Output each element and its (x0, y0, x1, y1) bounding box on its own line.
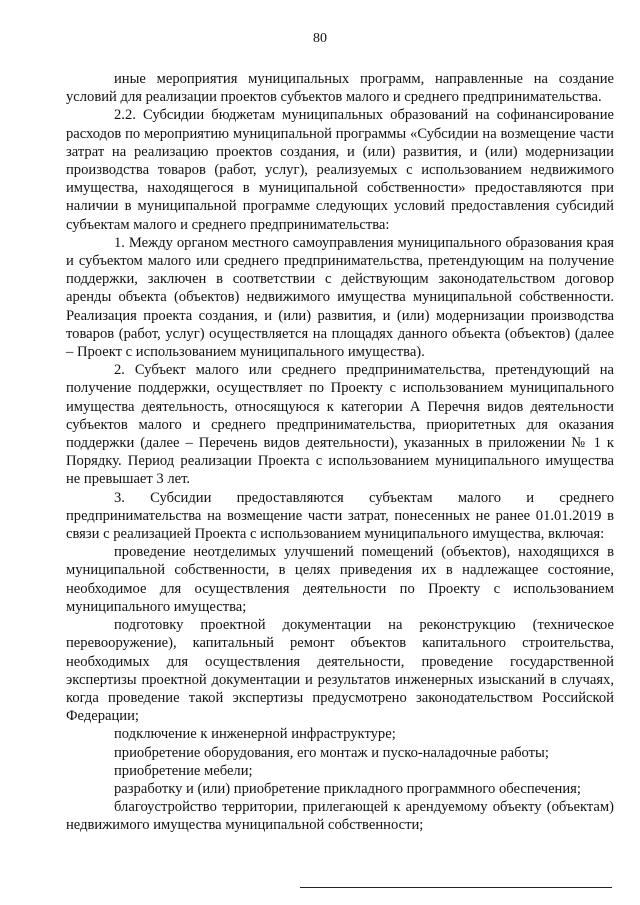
paragraph: иные мероприятия муниципальных программ, направленные на создание условий для реализации проектов субъектов малого и среднего предпринимательства. (66, 71, 614, 106)
document-body (66, 70, 614, 835)
paragraph: подготовку проектной документации на реконструкцию (техническое перевооружение), капитальный ремонт объектов капитального строительства, необходимых для осуществления деятельности, проведение государственной экспертизы проектной документации и результатов инженерных изысканий в случаях, когда проведение такой экспертизы предусмотрено законодательством Российской Федерации; (66, 617, 614, 725)
page-number: 80 (313, 31, 327, 46)
list-item: разработку и (или) приобретение прикладного программного обеспечения; (114, 780, 581, 797)
paragraph: 2.2. Субсидии бюджетам муниципальных образований на софинансирование расходов по мероприятию муниципальной программы «Субсидии на возмещение части затрат на реализацию проектов создания, и (или) развития, и (или) модернизации производства товаров (работ, услуг), реализуемых с использованием недвижимого имущества, находящегося в муниципальной собственности» предоставляются при наличии в муниципальной программе следующих условий предоставления субсидий субъектам малого и среднего предпринимательства: (66, 107, 614, 233)
paragraph: 1. Между органом местного самоуправления муниципального образования края и субъектом малого или среднего предпринимательства, претендующим на получение поддержки, заключен в соответствии с действующим законодательством договор аренды объекта (объектов) недвижимого имущества муниципальной собственности. Реализация проекта создания, и (или) развития, и (или) модернизации производства товаров (работ, услуг) осуществляется на площадях данного объекта (объектов) (далее – Проект с использованием муниципального имущества). (66, 234, 614, 361)
paragraph: 2. Субъект малого или среднего предпринимательства, претендующий на получение поддержки, осуществляет по Проекту с использованием муниципального имущества деятельность, относящуюся к категории А Перечня видов деятельности субъектов малого и среднего предпринимательства, приоритетных для оказания поддержки (далее – Перечень видов деятельности), указанных в приложении № 1 к Порядку. Период реализации Проекта с использованием муниципального имущества не превышает 3 лет. (66, 362, 614, 488)
paragraph: проведение неотделимых улучшений помещений (объектов), находящихся в муниципальной собственности, в целях приведения их в надлежащее состояние, необходимое для осуществления деятельности по Проекту с использованием муниципального имущества; (66, 544, 614, 615)
list-item: приобретение мебели; (114, 762, 253, 779)
list-item: приобретение оборудования, его монтаж и пуско-наладочные работы; (114, 744, 549, 761)
paragraph: 3. Субсидии предоставляются субъектам малого и среднего предпринимательства на возмещение части затрат, понесенных не ранее 01.01.2019 в связи с реализацией Проекта с использованием муниципального имущества, включая: (66, 489, 614, 543)
list-item: благоустройство территории, прилегающей к арендуемому объекту (объектам) недвижимого имущества муниципальной собственности; (66, 799, 614, 834)
footer-rule (300, 887, 612, 888)
list-item: подключение к инженерной инфраструктуре; (114, 726, 396, 743)
